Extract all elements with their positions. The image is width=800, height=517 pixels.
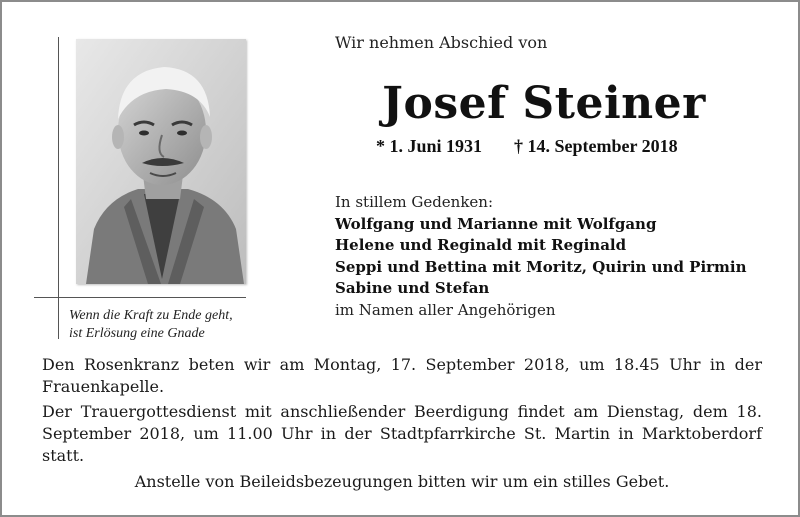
mourners-list (335, 192, 747, 321)
mourners-footer: im Namen aller Angehörigen (335, 300, 556, 319)
vertical-divider (58, 37, 59, 339)
motto-line-1: Wenn die Kraft zu Ende geht, (69, 308, 233, 323)
horizontal-divider (34, 297, 246, 298)
deceased-name: Josef Steiner (382, 78, 706, 129)
portrait-illustration (76, 39, 246, 284)
portrait-photo (76, 39, 246, 284)
death-date: † 14. September 2018 (514, 136, 678, 156)
rosary-paragraph: Den Rosenkranz beten wir am Montag, 17. September 2018, um 18.45 Uhr in der Frauenkapelle. (42, 355, 762, 396)
life-dates (376, 136, 678, 157)
mourner-entry: Wolfgang und Marianne mit Wolfgang (335, 214, 657, 233)
mourner-entry: Seppi und Bettina mit Moritz, Quirin und Pirmin (335, 257, 747, 276)
mourner-entry: Sabine und Stefan (335, 279, 490, 297)
intro-text: Wir nehmen Abschied von (335, 33, 548, 52)
motto-line-2: ist Erlösung eine Gnade (69, 326, 205, 341)
birth-date: * 1. Juni 1931 (376, 136, 483, 156)
motto-quote (69, 307, 269, 343)
closing-line: Anstelle von Beileidsbezeugungen bitten wir um ein stilles Gebet. (134, 472, 670, 491)
service-details (42, 354, 762, 470)
mourner-entry: Helene und Reginald mit Reginald (335, 236, 627, 254)
mourners-label: In stillem Gedenken: (335, 193, 494, 211)
funeral-paragraph: Der Trauergottesdienst mit anschließender Beerdigung findet am Dienstag, dem 18. September 2018, um 11.00 Uhr in der Stadtpfarrkirche St. Martin in Marktoberdorf statt. (42, 402, 762, 465)
